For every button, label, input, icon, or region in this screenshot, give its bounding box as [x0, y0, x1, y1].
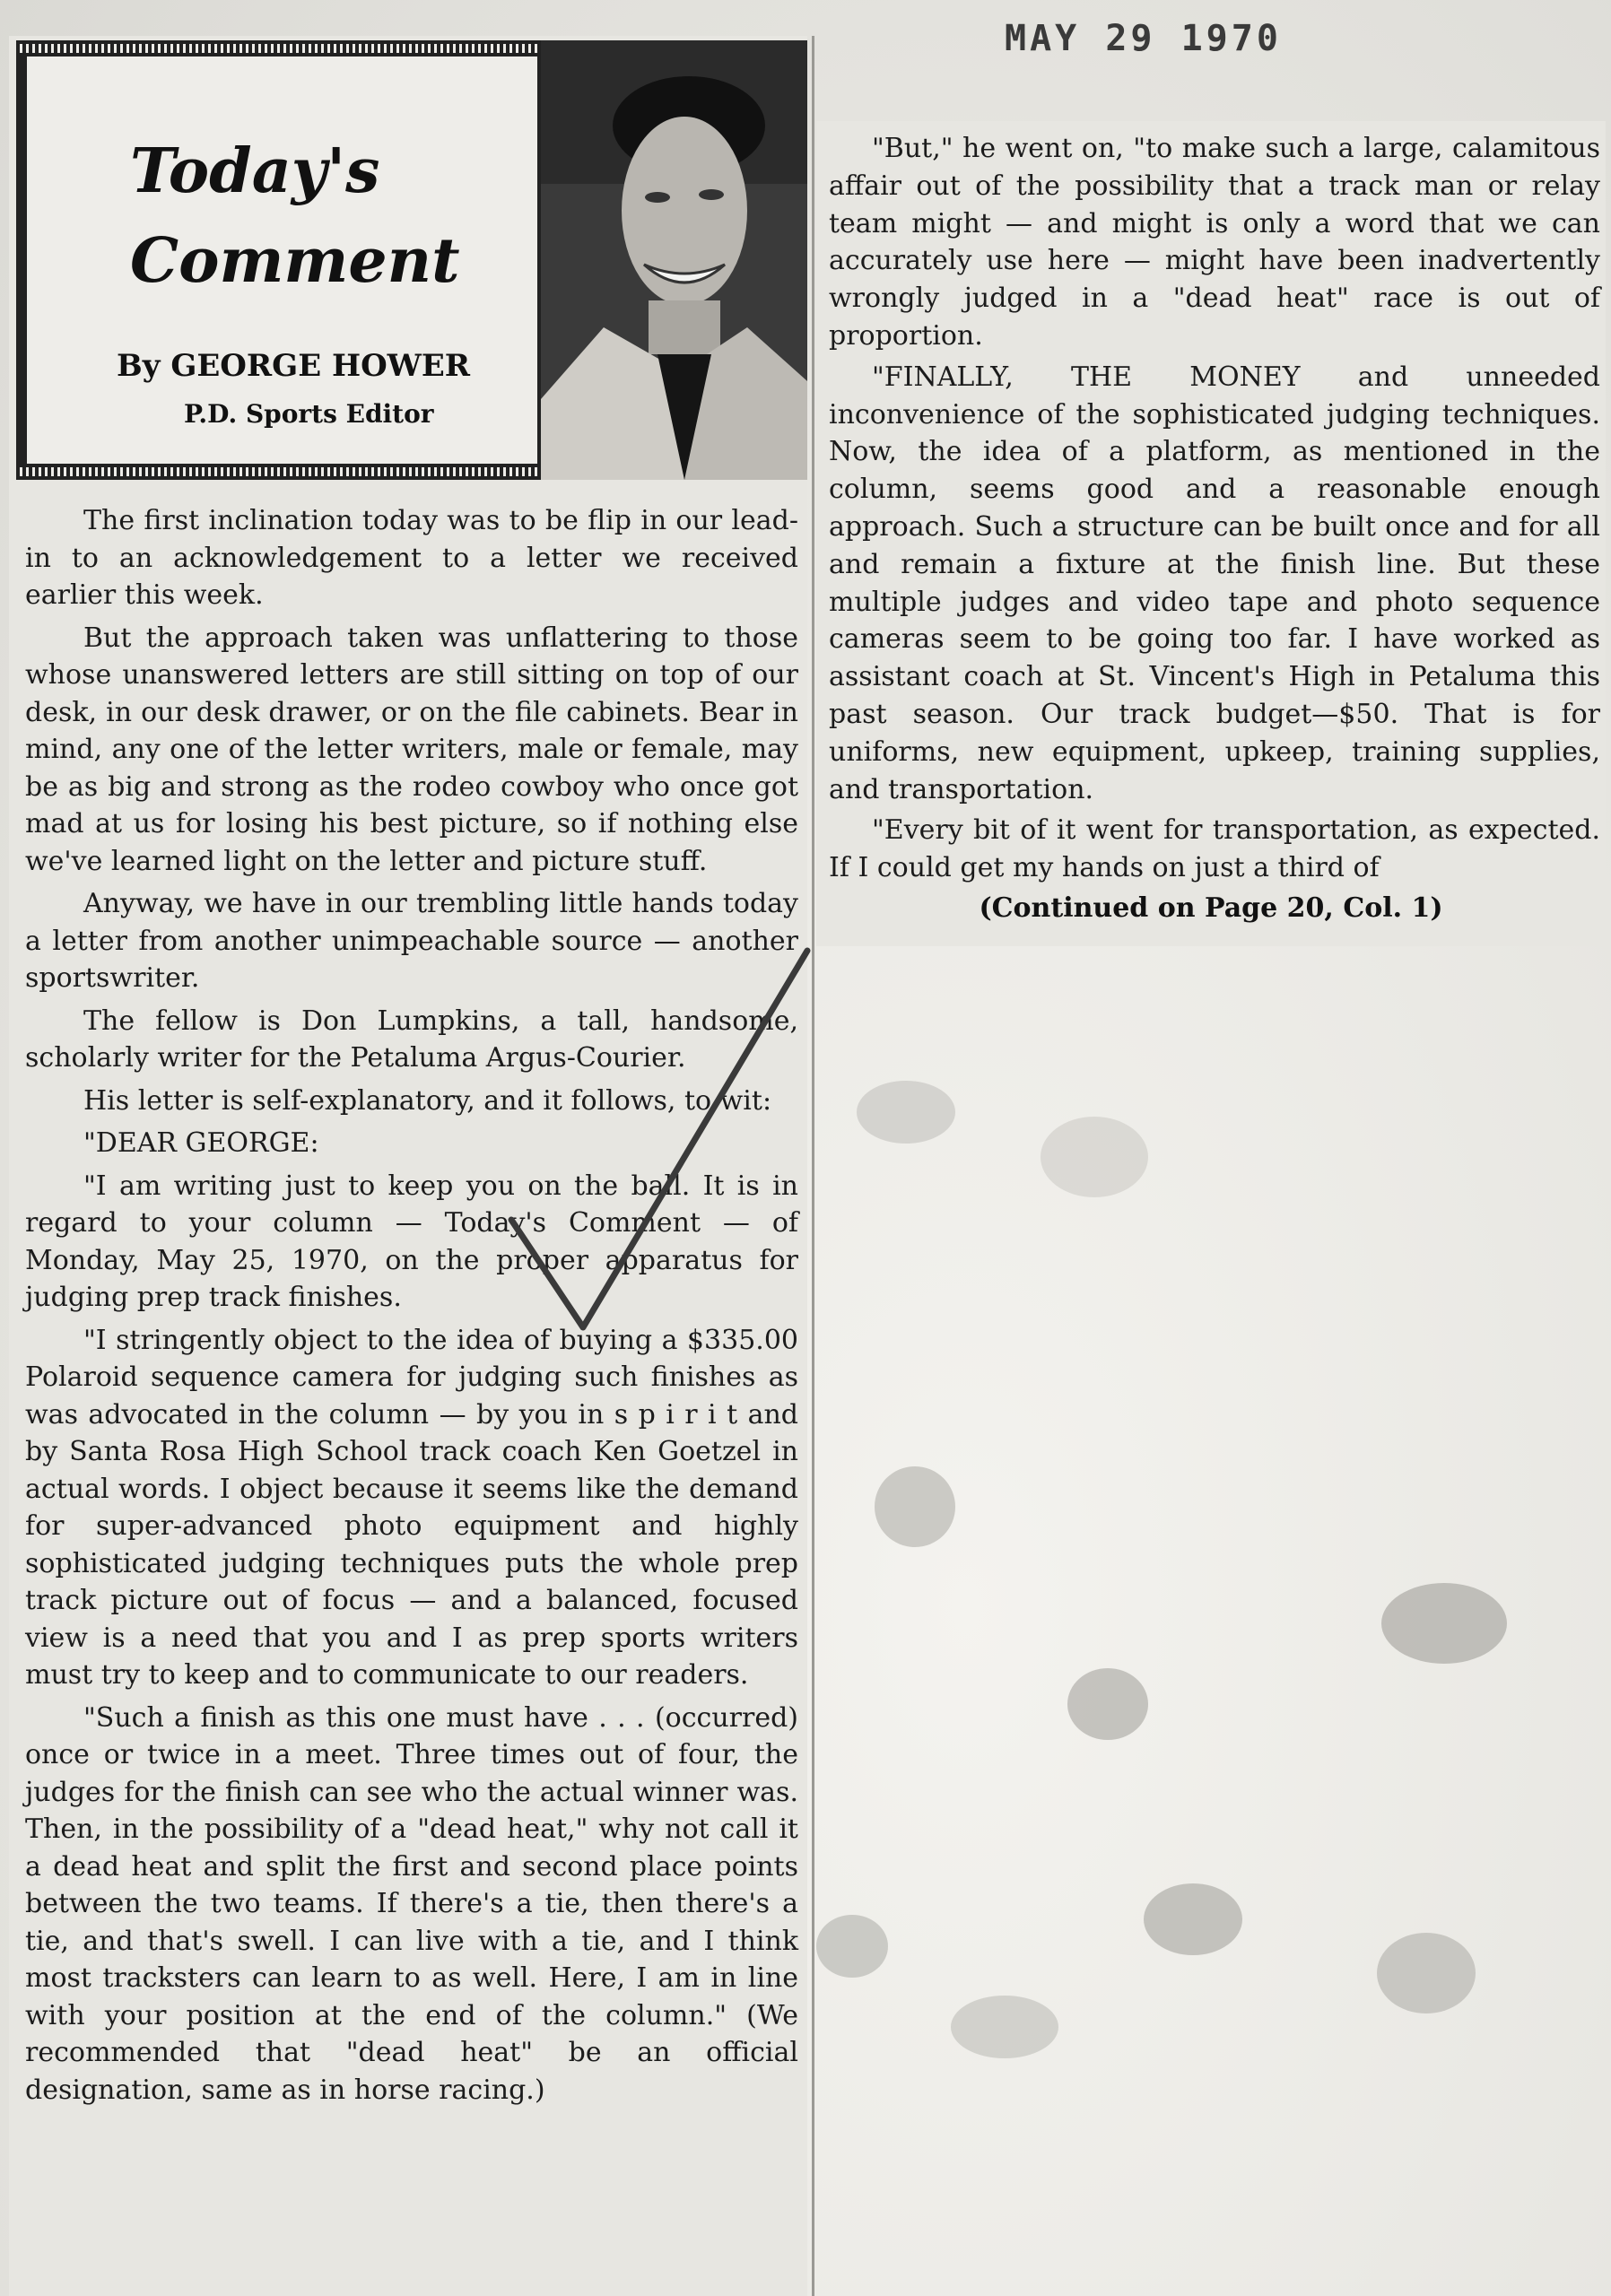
paragraph: "I am writing just to keep you on the ball. It is in regard to your column — Today's Comment — of Monday, May 25, 1970, on the proper apparatus for judging prep track finishes. — [25, 1170, 798, 1313]
portrait-photo-icon — [541, 40, 807, 480]
paragraph: The fellow is Don Lumpkins, a tall, handsome, scholarly writer for the Petaluma Argus-Courier. — [25, 1004, 798, 1074]
paragraph: His letter is self-explanatory, and it follows, to wit: — [83, 1084, 772, 1117]
paragraph: "But," he went on, "to make such a large, calamitous affair out of the possibility that a track man or relay team might — and might is only a word that we can accurately use here — might have been inadvertently wrongly judged in a "dead heat" race is out of proportion. — [829, 133, 1600, 352]
letter-salutation: "DEAR GEORGE: — [83, 1127, 319, 1159]
title-line-2: Comment — [130, 225, 460, 297]
byline: By GEORGE HOWER — [117, 348, 471, 384]
paragraph: But the approach taken was unflattering to those whose unanswered letters are still sitting on top of our desk, in our desk drawer, or on the file cabinets. Bear in mind, any one of the letter writers, male or female, may be as big and strong as the rodeo cowboy who once got mad at us for losing his best picture, so if nothing else we've learned light on the letter and picture stuff. — [25, 622, 798, 877]
column-header — [16, 40, 541, 480]
paragraph: "FINALLY, THE MONEY and unneeded inconvenience of the sophisticated judging techniques. Now, the idea of a platform, as mentioned in the column, seems good and a reasonable enough approach. Such a structure can be built once and for all and remain a fixture at the finish line. But these multiple judges and video tape and photo sequence cameras seem to be going too far. I have worked as assistant coach at St. Vincent's High in Petaluma this past season. Our track budget—$50. That is for uniforms, new equipment, upkeep, training supplies, and transportation. — [829, 361, 1600, 805]
glue-stains — [816, 951, 1611, 2296]
paragraph: The first inclination today was to be flip in our lead-in to an acknowledgement to a letter we received earlier this week. — [25, 505, 798, 611]
column-title — [130, 128, 507, 304]
right-column-text — [829, 130, 1600, 887]
paragraph: "I stringently object to the idea of buying a $335.00 Polaroid sequence camera for judging such finishes as was advocated in the column — by you in s p i r i t and by Santa Rosa High School track coach Ken Goetzel in actual words. I object because it seems like the demand for super-advanced photo equipment and highly sophisticated judging techniques puts the whole prep track picture out of focus — and a balanced, focused view is a need that you and I as prep sports writers must try to keep and to communicate to our readers. — [25, 1324, 798, 1691]
paragraph: Anyway, we have in our trembling little hands today a letter from another unimpeachable source — another sportswriter. — [25, 888, 798, 994]
continued-note: (Continued on Page 20, Col. 1) — [979, 892, 1443, 924]
paragraph: "Every bit of it went for transportation, as expected. If I could get my hands on just a third of — [829, 814, 1600, 884]
date-stamp: MAY 29 1970 — [1005, 18, 1282, 59]
paragraph: "Such a finish as this one must have . . . (occurred) once or twice in a meet. Three times out of four, the judges for the finish can see who the actual winner was. Then, in the possibility of a "dead heat," why not call it a dead heat and split the first and second place points between the two teams. If there's a tie, then there's a tie, and that's swell. I can live with a tie, and I think most tracksters can learn to as well. Here, I am in line with your position at the end of the column." (We recommended that "dead heat" be an official designation, same as in horse racing.) — [25, 1701, 798, 2106]
pen-check-mark — [484, 933, 825, 1345]
author-role: P.D. Sports Editor — [184, 399, 434, 429]
title-line-1: Today's — [130, 135, 380, 207]
